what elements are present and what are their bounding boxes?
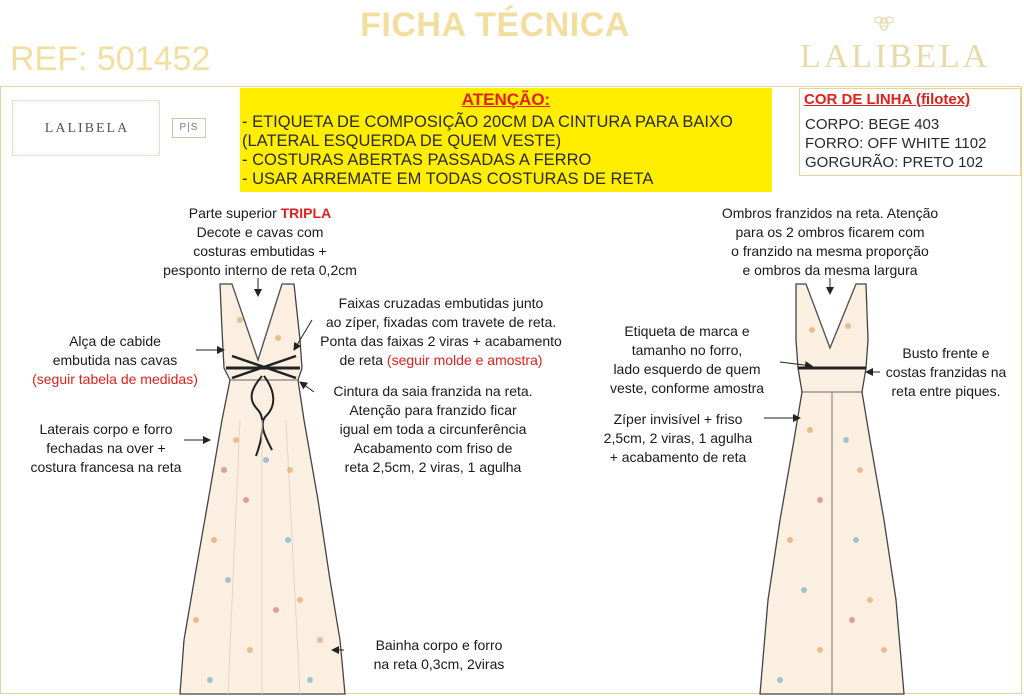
page-title: FICHA TÉCNICA <box>360 6 630 44</box>
note-bands-line-3: Ponta das faixas 2 viras + acabamento <box>320 333 562 349</box>
note-top-line-4: pesponto interno de reta 0,2cm <box>163 262 357 278</box>
note-waist-line-1: Cintura da saia franzida na reta. <box>333 383 533 399</box>
note-bands-line-4a: de reta <box>339 352 387 368</box>
note-top-line-3: costuras embutidas + <box>193 243 327 259</box>
note-bust-line-3: reta entre piques. <box>891 383 1001 399</box>
note-strap-line-2: embutida nas cavas <box>52 352 178 368</box>
note-sides-line-3: costura francesa na reta <box>30 459 182 475</box>
note-brand-label-line-4: veste, conforme amostra <box>609 380 765 396</box>
note-waist-line-2: Atenção para franzido ficar <box>349 402 517 418</box>
note-bands <box>306 294 576 370</box>
thread-line-1: CORPO: BEGE 403 <box>805 116 940 133</box>
note-shoulders-line-3: o franzido na mesma proporção <box>731 243 929 259</box>
attention-line-2: (LATERAL ESQUERDA DE QUEM VESTE) <box>242 132 562 150</box>
note-waist-line-4: Acabamento com friso de <box>353 440 513 456</box>
note-shoulders-line-4: e ombros da mesma largura <box>742 262 918 278</box>
note-top-line-1b: TRIPLA <box>280 205 332 221</box>
attention-heading: ATENÇÃO: <box>461 90 551 109</box>
attention-line-4: - USAR ARREMATE EM TODAS COSTURAS DE RETA <box>242 170 654 188</box>
size-tag: P|S <box>172 118 206 138</box>
note-bust-line-1: Busto frente e <box>902 345 990 361</box>
note-zipper-line-1: Zíper invisível + friso <box>613 411 743 427</box>
note-hem <box>348 636 530 674</box>
note-strap <box>12 332 218 389</box>
note-waist-line-5: reta 2,5cm, 2 viras, 1 agulha <box>344 459 522 475</box>
note-brand-label-line-3: lado esquerdo de quem <box>613 361 761 377</box>
thread-line-2: FORRO: OFF WHITE 1102 <box>805 135 987 152</box>
note-zipper-line-3: + acabamento de reta <box>609 449 747 465</box>
note-zipper <box>586 410 770 467</box>
brand-label-text: LALIBELA <box>44 121 130 136</box>
brand-logo: LALIBELA <box>800 38 991 75</box>
note-shoulders-line-2: para os 2 ombros ficarem com <box>735 224 925 240</box>
attention-line-3: - COSTURAS ABERTAS PASSADAS A FERRO <box>242 151 592 169</box>
note-strap-line-3: (seguir tabela de medidas) <box>32 371 198 387</box>
note-shoulders-line-1: Ombros franzidos na reta. Atenção <box>721 205 939 221</box>
note-brand-label-line-1: Etiqueta de marca e <box>624 323 750 339</box>
note-waist-line-3: igual em toda a circunferência <box>339 421 527 437</box>
thread-heading: COR DE LINHA (filotex) <box>804 91 971 108</box>
note-sides-line-1: Laterais corpo e forro <box>39 421 173 437</box>
note-brand-label <box>590 322 784 398</box>
note-bands-line-1: Faixas cruzadas embutidas junto <box>338 295 544 311</box>
note-sides-line-2: fechadas na over + <box>46 440 166 456</box>
note-bands-line-4b: (seguir molde e amostra) <box>386 352 543 368</box>
note-strap-line-1: Alça de cabide <box>69 333 161 349</box>
note-bust-line-2: costas franzidas na <box>885 364 1007 380</box>
note-zipper-line-2: 2,5cm, 2 viras, 1 agulha <box>603 430 753 446</box>
note-bust <box>868 344 1024 401</box>
note-sides <box>8 420 204 477</box>
reference-code: REF: 501452 <box>10 40 211 78</box>
note-hem-line-1: Bainha corpo e forro <box>375 637 503 653</box>
note-brand-label-line-2: tamanho no forro, <box>631 342 743 358</box>
note-top-construction <box>140 204 380 280</box>
note-shoulders <box>688 204 972 280</box>
thread-line-3: GORGURÃO: PRETO 102 <box>805 154 984 171</box>
note-hem-line-2: na reta 0,3cm, 2viras <box>373 656 505 672</box>
note-bands-line-2: ao zíper, fixadas com travete de reta. <box>325 314 557 330</box>
note-waist <box>306 382 560 477</box>
note-top-line-2: Decote e cavas com <box>196 224 324 240</box>
attention-line-1: - ETIQUETA DE COMPOSIÇÃO 20CM DA CINTURA PARA BAIXO <box>242 113 733 131</box>
note-top-line-1a: Parte superior <box>188 205 281 221</box>
